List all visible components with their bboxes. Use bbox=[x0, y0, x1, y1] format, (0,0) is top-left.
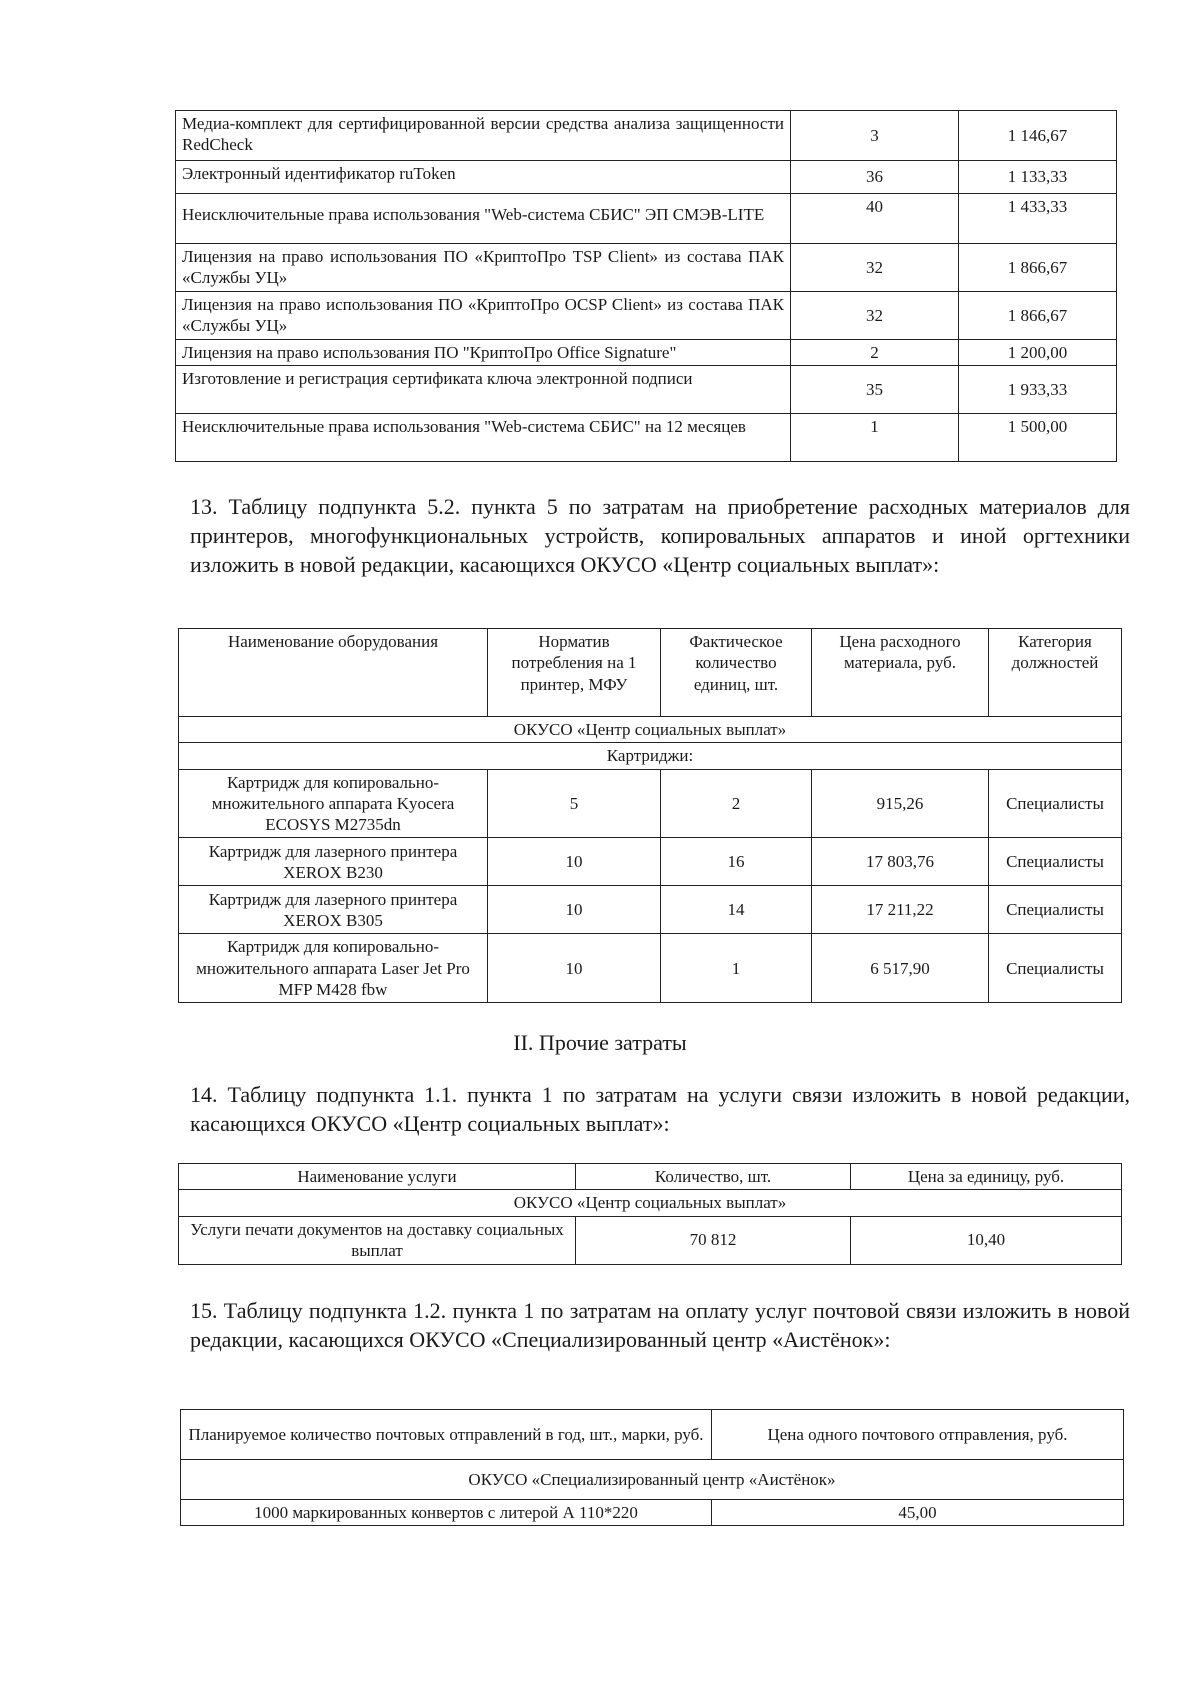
item-name: Медиа-комплект для сертифицированной версии средства анализа защищенности RedCheck bbox=[176, 111, 791, 161]
cartridge-actual: 2 bbox=[661, 769, 812, 838]
table-row bbox=[179, 838, 1122, 886]
paragraph-14: 14. Таблицу подпункта 1.1. пункта 1 по затратам на услуги связи изложить в новой редакции, касающихся ОКУСО «Центр социальных выплат»: bbox=[190, 1082, 1130, 1136]
item-price: 1 433,33 bbox=[959, 194, 1117, 244]
item-price: 1 933,33 bbox=[959, 366, 1117, 414]
col-header-equipment: Наименование оборудования bbox=[179, 629, 488, 717]
cartridge-category: Специалисты bbox=[989, 838, 1122, 886]
item-name: Электронный идентификатор ruToken bbox=[176, 161, 791, 194]
item-name: Лицензия на право использования ПО «КриптоПро TSP Client» из состава ПАК «Службы УЦ» bbox=[176, 244, 791, 292]
item-price: 1 146,67 bbox=[959, 111, 1117, 161]
table-header-row bbox=[179, 629, 1122, 717]
table-row bbox=[176, 111, 1117, 161]
service-name: Услуги печати документов на доставку социальных выплат bbox=[179, 1216, 576, 1264]
org-row bbox=[179, 717, 1122, 743]
table-row bbox=[176, 292, 1117, 340]
table-row bbox=[181, 1500, 1124, 1526]
postal-price: 45,00 bbox=[712, 1500, 1124, 1526]
paragraph-15: 15. Таблицу подпункта 1.2. пункта 1 по затратам на оплату услуг почтовой связи изложить в новой редакции, касающихся ОКУСО «Специализированный центр «Аистёнок»: bbox=[190, 1298, 1130, 1352]
communication-services-table bbox=[178, 1163, 1122, 1265]
cartridge-actual: 14 bbox=[661, 886, 812, 934]
item-price: 1 133,33 bbox=[959, 161, 1117, 194]
table-row bbox=[176, 366, 1117, 414]
cartridge-norm: 5 bbox=[488, 769, 661, 838]
item-qty: 3 bbox=[791, 111, 959, 161]
item-qty: 35 bbox=[791, 366, 959, 414]
item-qty: 1 bbox=[791, 414, 959, 462]
cartridge-category: Специалисты bbox=[989, 769, 1122, 838]
col-header-actual: Фактическое количество единиц, шт. bbox=[661, 629, 812, 717]
item-name: Лицензия на право использования ПО "КриптоПро Office Signature" bbox=[176, 340, 791, 366]
cartridge-price: 17 803,76 bbox=[812, 838, 989, 886]
item-qty: 40 bbox=[791, 194, 959, 244]
col-header-service: Наименование услуги bbox=[179, 1164, 576, 1190]
table-row bbox=[176, 414, 1117, 462]
service-qty: 70 812 bbox=[576, 1216, 851, 1264]
group-name: Картриджи: bbox=[179, 743, 1122, 769]
table-row bbox=[176, 244, 1117, 292]
item-price: 1 500,00 bbox=[959, 414, 1117, 462]
table-header-row bbox=[181, 1410, 1124, 1460]
table-row bbox=[179, 1216, 1122, 1264]
cartridge-name: Картридж для копировально-множительного аппарата Laser Jet Pro MFP M428 fbw bbox=[179, 934, 488, 1003]
col-header-norm: Норматив потребления на 1 принтер, МФУ bbox=[488, 629, 661, 717]
item-name: Неисключительные права использования "Web-система СБИС" на 12 месяцев bbox=[176, 414, 791, 462]
cartridge-name: Картридж для копировально-множительного аппарата Kyocera ECOSYS M2735dn bbox=[179, 769, 488, 838]
cartridges-table bbox=[178, 628, 1122, 1003]
col-header-price: Цена расходного материала, руб. bbox=[812, 629, 989, 717]
cartridge-actual: 16 bbox=[661, 838, 812, 886]
col-header-qty: Количество, шт. bbox=[576, 1164, 851, 1190]
item-qty: 2 bbox=[791, 340, 959, 366]
table-header-row bbox=[179, 1164, 1122, 1190]
org-row bbox=[179, 1190, 1122, 1216]
table-row bbox=[179, 934, 1122, 1003]
cartridge-price: 915,26 bbox=[812, 769, 989, 838]
org-row bbox=[181, 1460, 1124, 1500]
org-name: ОКУСО «Центр социальных выплат» bbox=[179, 1190, 1122, 1216]
cartridge-actual: 1 bbox=[661, 934, 812, 1003]
licenses-table bbox=[175, 110, 1117, 462]
org-name: ОКУСО «Специализированный центр «Аистёнок» bbox=[181, 1460, 1124, 1500]
cartridge-norm: 10 bbox=[488, 886, 661, 934]
item-qty: 36 bbox=[791, 161, 959, 194]
postal-planned: 1000 маркированных конвертов с литерой А 110*220 bbox=[181, 1500, 712, 1526]
col-header-planned: Планируемое количество почтовых отправлений в год, шт., марки, руб. bbox=[181, 1410, 712, 1460]
org-name: ОКУСО «Центр социальных выплат» bbox=[179, 717, 1122, 743]
cartridge-norm: 10 bbox=[488, 838, 661, 886]
item-price: 1 866,67 bbox=[959, 292, 1117, 340]
table-row bbox=[179, 886, 1122, 934]
group-row bbox=[179, 743, 1122, 769]
paragraph-13: 13. Таблицу подпункта 5.2. пункта 5 по затратам на приобретение расходных материалов для принтеров, многофункциональных устройств, копировальных аппаратов и иной оргтехники изложить в новой редакции, касающихся ОКУСО «Центр социальных выплат»: bbox=[190, 494, 1130, 577]
table-row bbox=[176, 161, 1117, 194]
col-header-price: Цена за единицу, руб. bbox=[851, 1164, 1122, 1190]
cartridge-category: Специалисты bbox=[989, 886, 1122, 934]
table-row bbox=[176, 194, 1117, 244]
item-qty: 32 bbox=[791, 292, 959, 340]
table-row bbox=[176, 340, 1117, 366]
col-header-category: Категория должностей bbox=[989, 629, 1122, 717]
item-name: Изготовление и регистрация сертификата ключа электронной подписи bbox=[176, 366, 791, 414]
item-price: 1 866,67 bbox=[959, 244, 1117, 292]
col-header-price: Цена одного почтового отправления, руб. bbox=[712, 1410, 1124, 1460]
cartridge-norm: 10 bbox=[488, 934, 661, 1003]
cartridge-price: 6 517,90 bbox=[812, 934, 989, 1003]
postal-services-table bbox=[180, 1409, 1124, 1526]
cartridge-price: 17 211,22 bbox=[812, 886, 989, 934]
cartridge-category: Специалисты bbox=[989, 934, 1122, 1003]
table-row bbox=[179, 769, 1122, 838]
item-name: Неисключительные права использования "Web-система СБИС" ЭП СМЭВ-LITE bbox=[176, 194, 791, 244]
section-title: II. Прочие затраты bbox=[513, 1030, 687, 1055]
service-price: 10,40 bbox=[851, 1216, 1122, 1264]
cartridge-name: Картридж для лазерного принтера XEROX B230 bbox=[179, 838, 488, 886]
item-price: 1 200,00 bbox=[959, 340, 1117, 366]
item-name: Лицензия на право использования ПО «КриптоПро OCSP Client» из состава ПАК «Службы УЦ» bbox=[176, 292, 791, 340]
cartridge-name: Картридж для лазерного принтера XEROX B305 bbox=[179, 886, 488, 934]
item-qty: 32 bbox=[791, 244, 959, 292]
